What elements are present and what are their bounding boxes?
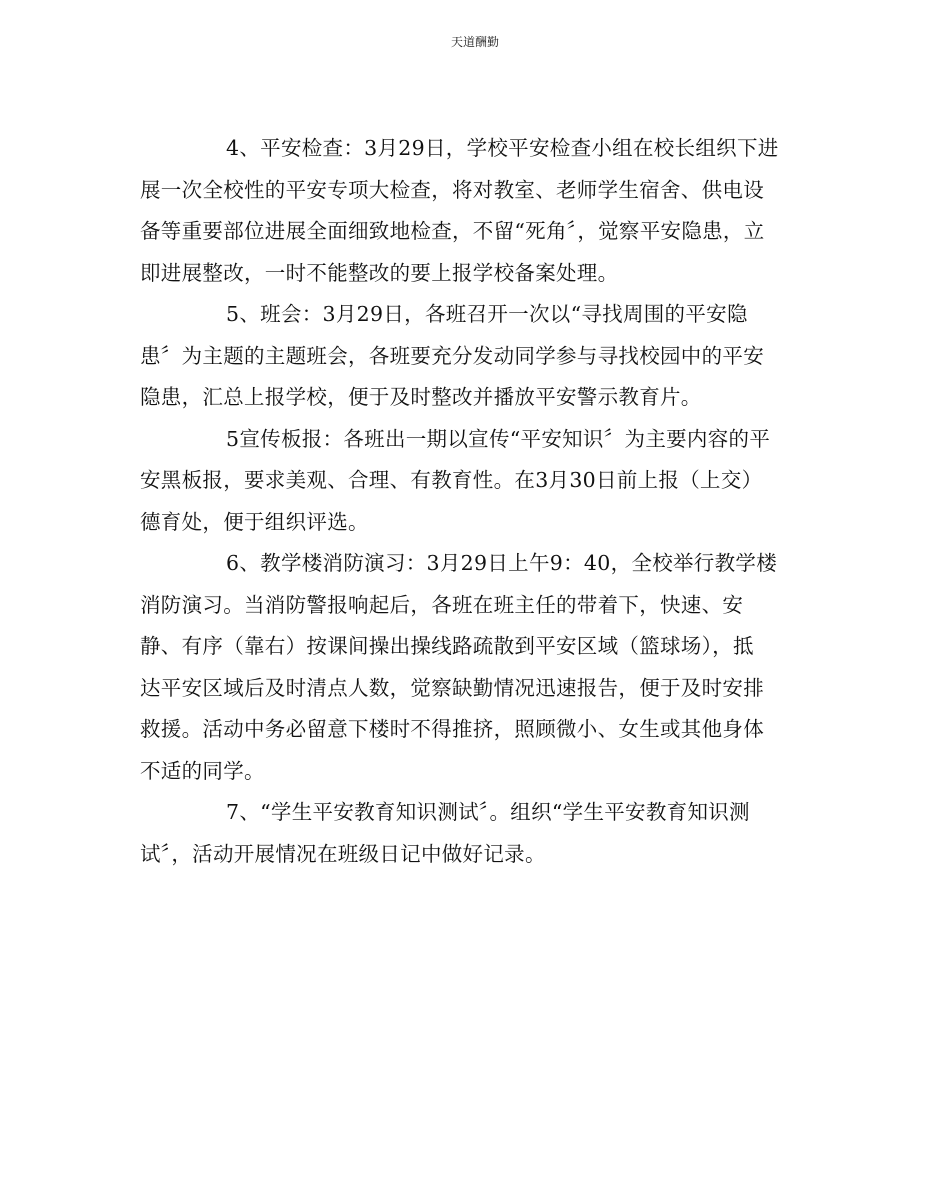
text-line: 隐患，汇总上报学校，便于及时整改并播放平安警示教育片。 bbox=[140, 385, 702, 409]
text-line: 5宣传板报：各班出一期以宣传“平安知识〞为主要内容的平 bbox=[226, 426, 771, 451]
text-line: 4、平安检查：3月29日，学校平安检查小组在校长组织下进 bbox=[226, 136, 779, 160]
page-header: 天道酬勤 bbox=[450, 35, 499, 49]
text-line: 7、“学生平安教育知识测试〞。组织“学生平安教育知识测 bbox=[226, 800, 750, 824]
paragraph-class-meeting bbox=[140, 294, 810, 419]
paragraph-blackboard bbox=[140, 419, 810, 544]
text-line: 静、有序（靠右）按课间操出操线路疏散到平安区域（篮球场），抵 bbox=[140, 634, 754, 658]
text-line: 消防演习。当消防警报响起后，各班在班主任的带着下，快速、安 bbox=[140, 592, 744, 617]
paragraph-knowledge-test bbox=[140, 792, 810, 875]
text-line: 达平安区域后及时清点人数，觉察缺勤情况迅速报告，便于及时安排 bbox=[140, 675, 764, 700]
text-line: 5、班会：3月29日，各班召开一次以“寻找周围的平安隐 bbox=[226, 302, 748, 326]
document-body bbox=[140, 128, 810, 875]
text-line: 即进展整改，一时不能整改的要上报学校备案处理。 bbox=[140, 260, 619, 285]
text-line: 患〞为主题的主题班会，各班要充分发动同学参与寻找校园中的平安 bbox=[140, 343, 764, 368]
text-line: 不适的同学。 bbox=[140, 758, 265, 783]
paragraph-safety-inspection bbox=[140, 128, 810, 294]
paragraph-fire-drill bbox=[140, 543, 810, 792]
text-line: 备等重要部位进展全面细致地检查，不留“死角〞，觉察平安隐患，立 bbox=[140, 219, 765, 243]
text-line: 6、教学楼消防演习：3月29日上午9：40，全校举行教学楼 bbox=[226, 551, 777, 575]
text-line: 救援。活动中务必留意下楼时不得推挤，照顾微小、女生或其他身体 bbox=[140, 717, 764, 741]
text-line: 德育处，便于组织评选。 bbox=[140, 509, 369, 534]
text-line: 展一次全校性的平安专项大检查，将对教室、老师学生宿舍、供电设 bbox=[140, 177, 764, 202]
text-line: 试〞，活动开展情况在班级日记中做好记录。 bbox=[140, 841, 546, 866]
text-line: 安黑板报，要求美观、合理、有教育性。在3月30日前上报（上交） bbox=[140, 468, 763, 492]
